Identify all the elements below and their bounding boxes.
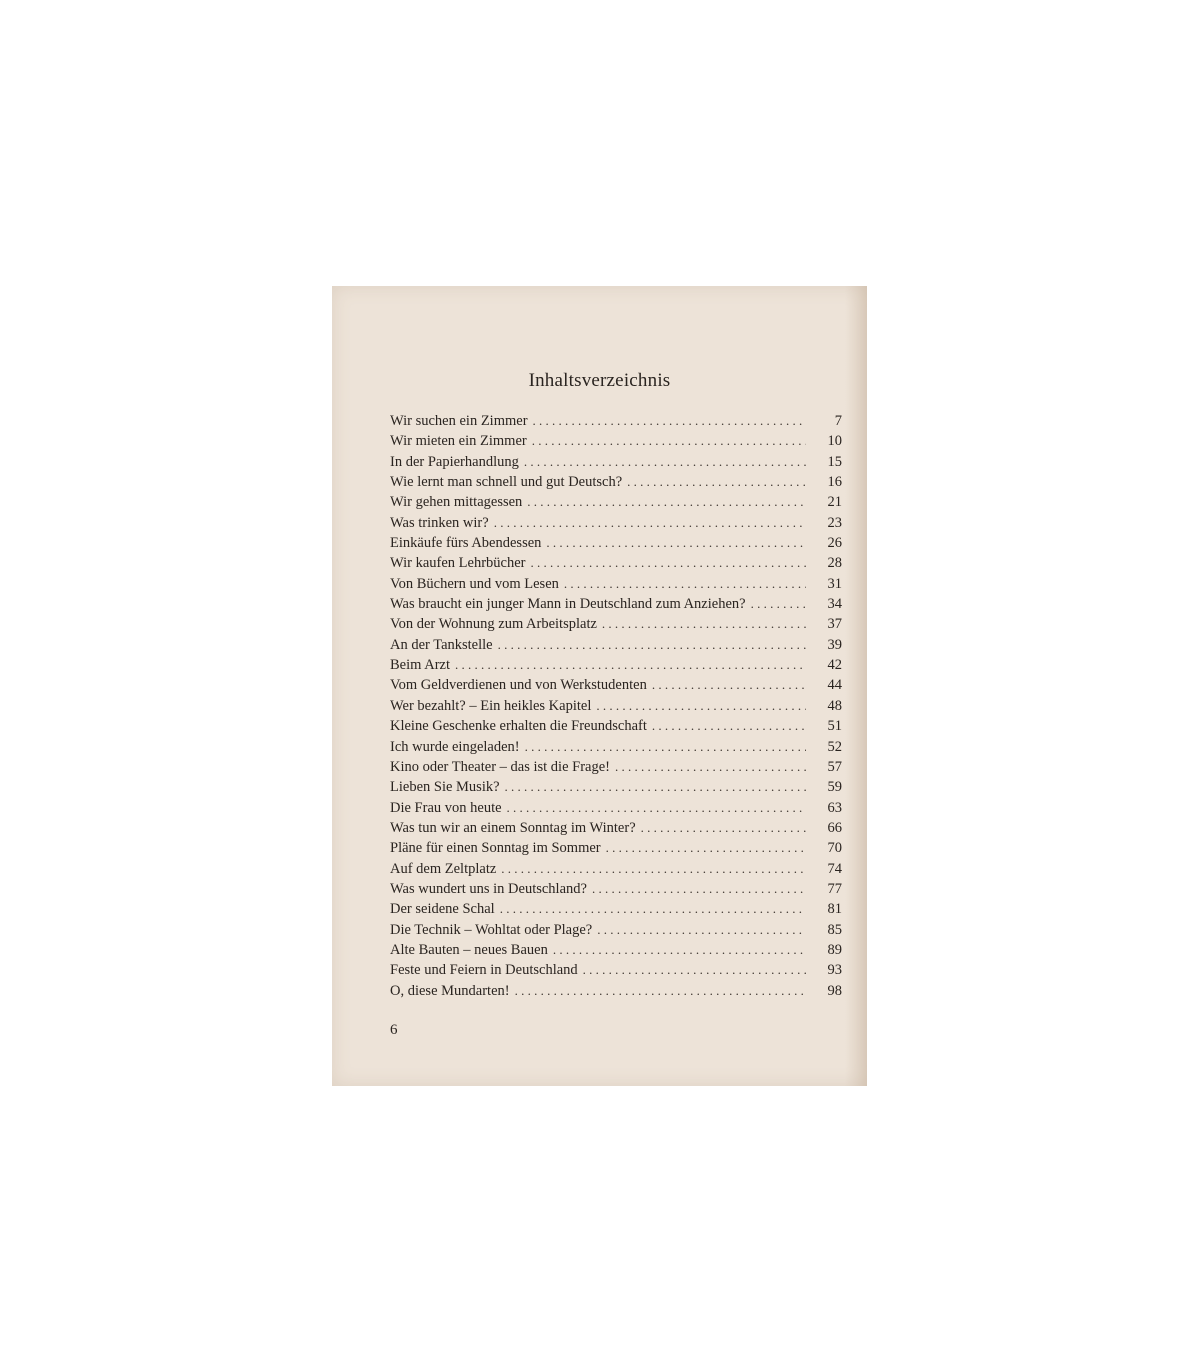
dot-leader bbox=[641, 818, 806, 838]
entry-page-number: 66 bbox=[827, 819, 842, 836]
dot-leader bbox=[583, 960, 806, 980]
toc-entry bbox=[390, 899, 842, 919]
entry-page-number: 23 bbox=[827, 514, 842, 531]
entry-title: Was trinken wir? bbox=[390, 514, 489, 531]
dot-leader bbox=[564, 574, 806, 594]
entry-title: Was tun wir an einem Sonntag im Winter? bbox=[390, 819, 636, 836]
entry-title: Einkäufe fürs Abendessen bbox=[390, 535, 542, 552]
dot-leader bbox=[530, 553, 806, 573]
entry-page-number: 70 bbox=[827, 840, 842, 857]
dot-leader bbox=[498, 635, 806, 655]
dot-leader bbox=[505, 777, 806, 797]
toc-entry bbox=[390, 960, 842, 980]
toc-entry bbox=[390, 594, 842, 614]
toc-entry bbox=[390, 574, 842, 594]
dot-leader bbox=[527, 492, 806, 512]
entry-page-number: 51 bbox=[827, 718, 842, 735]
toc-entry bbox=[390, 737, 842, 757]
toc-entry bbox=[390, 675, 842, 695]
entry-page-number: 7 bbox=[834, 413, 842, 429]
entry-title: Pläne für einen Sonntag im Sommer bbox=[390, 840, 601, 857]
dot-leader bbox=[533, 411, 806, 431]
toc-entry bbox=[390, 716, 842, 736]
entry-page-number: 10 bbox=[827, 433, 842, 450]
entry-page-number: 85 bbox=[827, 921, 842, 938]
toc-entry bbox=[390, 513, 842, 533]
entry-title: Kino oder Theater – das ist die Frage! bbox=[390, 758, 610, 775]
entry-page-number: 59 bbox=[827, 779, 842, 796]
dot-leader bbox=[500, 899, 806, 919]
entry-title: Der seidene Schal bbox=[390, 901, 495, 918]
toc-entry bbox=[390, 838, 842, 858]
entry-page-number: 52 bbox=[827, 738, 842, 755]
entry-page-number: 93 bbox=[827, 962, 842, 979]
entry-title: An der Tankstelle bbox=[390, 636, 493, 653]
page-title: Inhaltsverzeichnis bbox=[528, 370, 671, 391]
entry-title: Die Technik – Wohltat oder Plage? bbox=[390, 921, 593, 938]
entry-page-number: 26 bbox=[827, 535, 842, 552]
dot-leader bbox=[546, 533, 806, 553]
dot-leader bbox=[652, 716, 806, 736]
toc-entry bbox=[390, 614, 842, 634]
dot-leader bbox=[507, 798, 806, 818]
toc-entry bbox=[390, 859, 842, 879]
dot-leader bbox=[525, 737, 806, 757]
dot-leader bbox=[751, 594, 806, 614]
entry-title: Kleine Geschenke erhalten die Freundschaft bbox=[390, 718, 647, 735]
dot-leader bbox=[606, 838, 806, 858]
toc-entry bbox=[390, 777, 842, 797]
toc-entry bbox=[390, 818, 842, 838]
toc-entry bbox=[390, 452, 842, 472]
toc-entry bbox=[390, 411, 842, 431]
entry-page-number: 98 bbox=[827, 982, 842, 999]
entry-title: Vom Geldverdienen und von Werkstudenten bbox=[390, 677, 647, 694]
entry-title: Wir suchen ein Zimmer bbox=[390, 413, 528, 429]
entry-title: Ich wurde eingeladen! bbox=[390, 738, 520, 755]
dot-leader bbox=[615, 757, 806, 777]
toc-entry bbox=[390, 472, 842, 492]
toc-entry bbox=[390, 920, 842, 940]
entry-title: Wer bezahlt? – Ein heikles Kapitel bbox=[390, 697, 592, 714]
toc-entry bbox=[390, 757, 842, 777]
entry-page-number: 21 bbox=[827, 494, 842, 511]
toc-entry bbox=[390, 533, 842, 553]
dot-leader bbox=[597, 920, 806, 940]
entry-title: Von Büchern und vom Lesen bbox=[390, 575, 559, 592]
entry-page-number: 57 bbox=[827, 758, 842, 775]
dot-leader bbox=[596, 696, 806, 716]
toc-entry bbox=[390, 696, 842, 716]
entry-page-number: 31 bbox=[827, 575, 842, 592]
entry-page-number: 48 bbox=[827, 697, 842, 714]
entry-page-number: 28 bbox=[827, 555, 842, 572]
entry-page-number: 44 bbox=[827, 677, 842, 694]
dot-leader bbox=[532, 431, 806, 451]
entry-page-number: 74 bbox=[827, 860, 842, 877]
entry-title: Auf dem Zeltplatz bbox=[390, 860, 497, 877]
table-of-contents bbox=[390, 411, 842, 1001]
toc-entry bbox=[390, 492, 842, 512]
entry-title: Lieben Sie Musik? bbox=[390, 779, 500, 796]
entry-page-number: 34 bbox=[827, 596, 842, 613]
entry-page-number: 16 bbox=[827, 474, 842, 491]
entry-title: Die Frau von heute bbox=[390, 799, 502, 816]
page-number: 6 bbox=[390, 1022, 398, 1038]
entry-title: Wie lernt man schnell und gut Deutsch? bbox=[390, 474, 623, 491]
entry-title: Alte Bauten – neues Bauen bbox=[390, 941, 548, 958]
dot-leader bbox=[592, 879, 806, 899]
toc-entry bbox=[390, 798, 842, 818]
toc-entry bbox=[390, 635, 842, 655]
entry-page-number: 77 bbox=[827, 880, 842, 897]
toc-entry bbox=[390, 879, 842, 899]
dot-leader bbox=[455, 655, 806, 675]
toc-entry bbox=[390, 981, 842, 1001]
toc-entry bbox=[390, 940, 842, 960]
dot-leader bbox=[515, 981, 806, 1001]
dot-leader bbox=[553, 940, 806, 960]
dot-leader bbox=[627, 472, 806, 492]
entry-page-number: 42 bbox=[827, 657, 842, 674]
dot-leader bbox=[524, 452, 806, 472]
entry-page-number: 37 bbox=[827, 616, 842, 633]
dot-leader bbox=[501, 859, 806, 879]
entry-title: Was braucht ein junger Mann in Deutschland zum Anziehen? bbox=[390, 596, 746, 613]
entry-page-number: 15 bbox=[827, 453, 842, 470]
entry-title: O, diese Mundarten! bbox=[390, 982, 510, 999]
entry-page-number: 89 bbox=[827, 941, 842, 958]
entry-page-number: 63 bbox=[827, 799, 842, 816]
entry-title: Feste und Feiern in Deutschland bbox=[390, 962, 578, 979]
book-page bbox=[332, 286, 867, 1086]
entry-page-number: 81 bbox=[827, 901, 842, 918]
dot-leader bbox=[494, 513, 806, 533]
entry-title: Beim Arzt bbox=[390, 657, 451, 674]
entry-title: Wir mieten ein Zimmer bbox=[390, 433, 527, 450]
dot-leader bbox=[652, 675, 806, 695]
entry-title: Von der Wohnung zum Arbeitsplatz bbox=[390, 616, 597, 633]
entry-title: Wir gehen mittagessen bbox=[390, 494, 523, 511]
dot-leader bbox=[602, 614, 806, 634]
toc-entry bbox=[390, 553, 842, 573]
entry-title: Was wundert uns in Deutschland? bbox=[390, 880, 587, 897]
entry-title: In der Papierhandlung bbox=[390, 453, 519, 470]
entry-title: Wir kaufen Lehrbücher bbox=[390, 555, 526, 572]
toc-entry bbox=[390, 655, 842, 675]
toc-entry bbox=[390, 431, 842, 451]
entry-page-number: 39 bbox=[827, 636, 842, 653]
